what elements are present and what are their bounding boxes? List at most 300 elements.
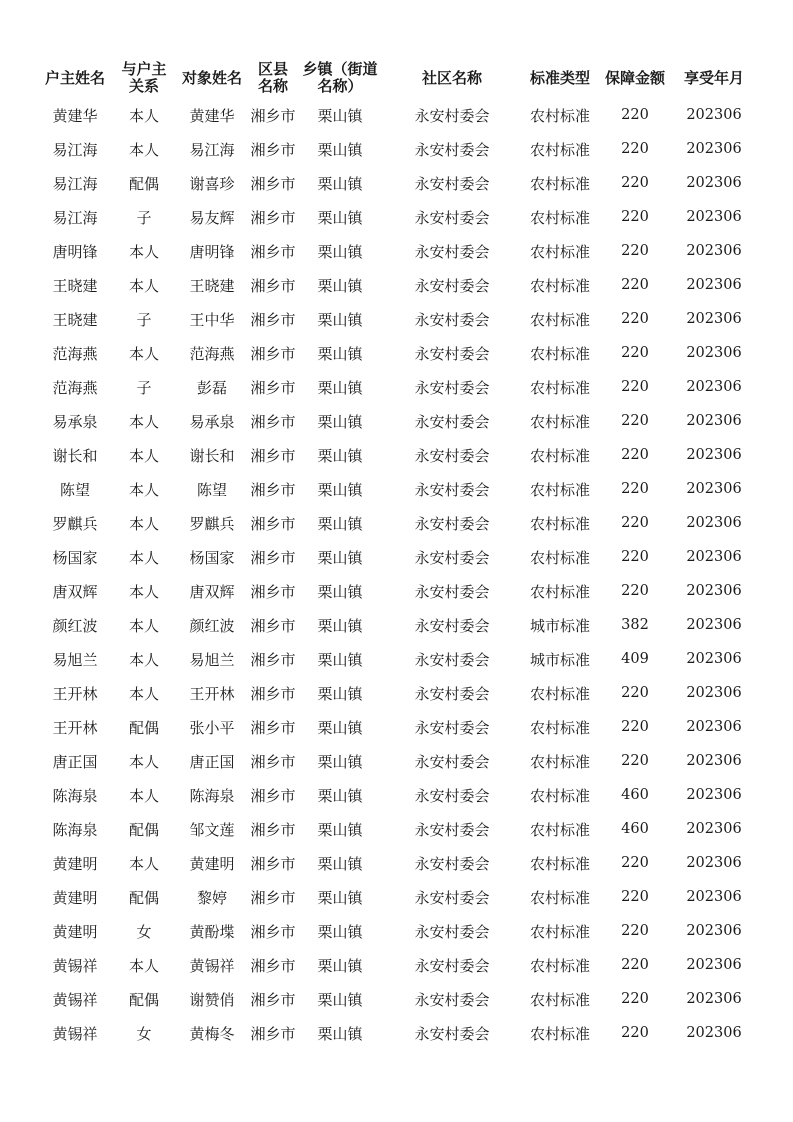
cell-recipient-name: 黎婷 — [196, 888, 227, 907]
table-row — [36, 1016, 758, 1050]
cell-benefit-amount: 220 — [621, 889, 649, 905]
table-row — [36, 234, 758, 268]
cell-recipient-name: 易旭兰 — [189, 650, 235, 669]
cell-community-name: 永安村委会 — [414, 276, 490, 295]
cell-town-name: 栗山镇 — [317, 140, 363, 159]
cell-householder-name: 王开林 — [52, 684, 98, 703]
column-header-line: 区县 — [257, 60, 288, 78]
cell-householder-name: 易江海 — [52, 174, 98, 193]
cell-relation-to-householder: 本人 — [128, 616, 159, 635]
cell-householder-name: 黄锡祥 — [52, 1024, 98, 1043]
cell-county-name: 湘乡市 — [250, 820, 296, 839]
cell-town-name: 栗山镇 — [317, 752, 363, 771]
cell-householder-name: 王开林 — [52, 718, 98, 737]
cell-relation-to-householder: 本人 — [128, 276, 159, 295]
cell-householder-name: 黄锡祥 — [52, 956, 98, 975]
cell-benefit-month: 202306 — [686, 413, 742, 429]
column-header-county-name — [250, 58, 296, 98]
cell-town-name: 栗山镇 — [317, 514, 363, 533]
cell-benefit-amount: 220 — [621, 175, 649, 191]
cell-community-name: 永安村委会 — [414, 480, 490, 499]
cell-standard-type: 农村标准 — [529, 990, 590, 1009]
cell-standard-type: 农村标准 — [529, 1024, 590, 1043]
cell-county-name: 湘乡市 — [250, 412, 296, 431]
cell-householder-name: 黄建华 — [52, 106, 98, 125]
cell-community-name: 永安村委会 — [414, 310, 490, 329]
cell-community-name: 永安村委会 — [414, 888, 490, 907]
cell-benefit-month: 202306 — [686, 753, 742, 769]
cell-standard-type: 农村标准 — [529, 242, 590, 261]
cell-standard-type: 农村标准 — [529, 548, 590, 567]
cell-benefit-month: 202306 — [686, 379, 742, 395]
cell-recipient-name: 杨国家 — [189, 548, 235, 567]
cell-community-name: 永安村委会 — [414, 786, 490, 805]
column-header-line: 户主姓名 — [44, 68, 105, 87]
cell-relation-to-householder: 本人 — [128, 140, 159, 159]
table-row — [36, 744, 758, 778]
cell-town-name: 栗山镇 — [317, 480, 363, 499]
cell-benefit-month: 202306 — [686, 311, 742, 327]
table-header — [36, 58, 758, 98]
cell-county-name: 湘乡市 — [250, 548, 296, 567]
cell-county-name: 湘乡市 — [250, 684, 296, 703]
cell-relation-to-householder: 配偶 — [128, 174, 159, 193]
table-row — [36, 302, 758, 336]
cell-benefit-amount: 220 — [621, 719, 649, 735]
cell-recipient-name: 易承泉 — [189, 412, 235, 431]
cell-benefit-month: 202306 — [686, 617, 742, 633]
cell-community-name: 永安村委会 — [414, 718, 490, 737]
column-header-line: 保障金额 — [604, 68, 665, 87]
cell-benefit-amount: 220 — [621, 515, 649, 531]
cell-benefit-month: 202306 — [686, 821, 742, 837]
cell-relation-to-householder: 本人 — [128, 480, 159, 499]
cell-recipient-name: 唐正国 — [189, 752, 235, 771]
cell-benefit-month: 202306 — [686, 243, 742, 259]
cell-county-name: 湘乡市 — [250, 752, 296, 771]
column-header-line: 与户主 — [121, 60, 167, 78]
cell-relation-to-householder: 子 — [136, 208, 152, 227]
cell-county-name: 湘乡市 — [250, 344, 296, 363]
column-header-householder-name — [36, 58, 114, 98]
cell-householder-name: 黄建明 — [52, 854, 98, 873]
cell-benefit-month: 202306 — [686, 277, 742, 293]
cell-benefit-month: 202306 — [686, 991, 742, 1007]
cell-householder-name: 王晓建 — [52, 276, 98, 295]
cell-community-name: 永安村委会 — [414, 174, 490, 193]
cell-county-name: 湘乡市 — [250, 990, 296, 1009]
cell-householder-name: 王晓建 — [52, 310, 98, 329]
cell-householder-name: 陈海泉 — [52, 786, 98, 805]
cell-relation-to-householder: 本人 — [128, 956, 159, 975]
cell-standard-type: 农村标准 — [529, 718, 590, 737]
cell-recipient-name: 黄酚堞 — [189, 922, 235, 941]
cell-benefit-amount: 220 — [621, 141, 649, 157]
cell-recipient-name: 易江海 — [189, 140, 235, 159]
cell-standard-type: 农村标准 — [529, 820, 590, 839]
cell-town-name: 栗山镇 — [317, 446, 363, 465]
cell-county-name: 湘乡市 — [250, 616, 296, 635]
cell-benefit-month: 202306 — [686, 549, 742, 565]
table-row — [36, 98, 758, 132]
cell-benefit-month: 202306 — [686, 107, 742, 123]
cell-benefit-month: 202306 — [686, 923, 742, 939]
cell-recipient-name: 谢长和 — [189, 446, 235, 465]
cell-standard-type: 农村标准 — [529, 310, 590, 329]
cell-benefit-month: 202306 — [686, 481, 742, 497]
cell-relation-to-householder: 配偶 — [128, 718, 159, 737]
cell-benefit-amount: 460 — [621, 821, 649, 837]
cell-town-name: 栗山镇 — [317, 718, 363, 737]
cell-town-name: 栗山镇 — [317, 344, 363, 363]
cell-standard-type: 农村标准 — [529, 888, 590, 907]
cell-community-name: 永安村委会 — [414, 854, 490, 873]
cell-county-name: 湘乡市 — [250, 786, 296, 805]
cell-householder-name: 唐双辉 — [52, 582, 98, 601]
cell-community-name: 永安村委会 — [414, 242, 490, 261]
cell-benefit-amount: 220 — [621, 753, 649, 769]
table-row — [36, 506, 758, 540]
cell-community-name: 永安村委会 — [414, 684, 490, 703]
cell-relation-to-householder: 本人 — [128, 412, 159, 431]
cell-county-name: 湘乡市 — [250, 276, 296, 295]
cell-householder-name: 易江海 — [52, 208, 98, 227]
table-row — [36, 200, 758, 234]
cell-town-name: 栗山镇 — [317, 582, 363, 601]
cell-recipient-name: 王晓建 — [189, 276, 235, 295]
cell-community-name: 永安村委会 — [414, 752, 490, 771]
table-row — [36, 166, 758, 200]
cell-county-name: 湘乡市 — [250, 106, 296, 125]
cell-standard-type: 农村标准 — [529, 786, 590, 805]
cell-relation-to-householder: 本人 — [128, 242, 159, 261]
column-header-line: 享受年月 — [683, 68, 744, 87]
header-row — [36, 58, 758, 98]
cell-town-name: 栗山镇 — [317, 820, 363, 839]
table-row — [36, 676, 758, 710]
column-header-standard-type — [520, 58, 600, 98]
table-row — [36, 438, 758, 472]
cell-householder-name: 黄建明 — [52, 888, 98, 907]
cell-householder-name: 易承泉 — [52, 412, 98, 431]
cell-town-name: 栗山镇 — [317, 922, 363, 941]
cell-county-name: 湘乡市 — [250, 650, 296, 669]
cell-benefit-month: 202306 — [686, 141, 742, 157]
cell-town-name: 栗山镇 — [317, 276, 363, 295]
column-header-relation-to-householder — [114, 58, 174, 98]
cell-town-name: 栗山镇 — [317, 548, 363, 567]
cell-benefit-amount: 220 — [621, 583, 649, 599]
cell-recipient-name: 黄建明 — [189, 854, 235, 873]
cell-county-name: 湘乡市 — [250, 140, 296, 159]
cell-recipient-name: 范海燕 — [189, 344, 235, 363]
cell-community-name: 永安村委会 — [414, 106, 490, 125]
cell-relation-to-householder: 本人 — [128, 514, 159, 533]
cell-county-name: 湘乡市 — [250, 582, 296, 601]
column-header-line: 标准类型 — [529, 68, 590, 87]
cell-relation-to-householder: 本人 — [128, 786, 159, 805]
cell-householder-name: 罗麒兵 — [52, 514, 98, 533]
cell-householder-name: 颜红波 — [52, 616, 98, 635]
cell-benefit-amount: 220 — [621, 107, 649, 123]
cell-town-name: 栗山镇 — [317, 888, 363, 907]
cell-county-name: 湘乡市 — [250, 242, 296, 261]
table-row — [36, 710, 758, 744]
table-row — [36, 472, 758, 506]
cell-benefit-amount: 220 — [621, 1025, 649, 1041]
table-body — [36, 98, 758, 1050]
cell-recipient-name: 谢喜珍 — [189, 174, 235, 193]
cell-recipient-name: 张小平 — [189, 718, 235, 737]
cell-recipient-name: 彭磊 — [196, 378, 227, 397]
cell-benefit-amount: 220 — [621, 447, 649, 463]
cell-recipient-name: 王中华 — [189, 310, 235, 329]
cell-householder-name: 谢长和 — [52, 446, 98, 465]
table-row — [36, 608, 758, 642]
cell-standard-type: 农村标准 — [529, 480, 590, 499]
cell-recipient-name: 谢赞俏 — [189, 990, 235, 1009]
cell-householder-name: 陈海泉 — [52, 820, 98, 839]
column-header-line: 对象姓名 — [181, 68, 242, 87]
cell-relation-to-householder: 本人 — [128, 854, 159, 873]
cell-relation-to-householder: 本人 — [128, 344, 159, 363]
cell-town-name: 栗山镇 — [317, 378, 363, 397]
cell-standard-type: 农村标准 — [529, 344, 590, 363]
cell-benefit-month: 202306 — [686, 1025, 742, 1041]
cell-benefit-month: 202306 — [686, 787, 742, 803]
cell-relation-to-householder: 本人 — [128, 582, 159, 601]
cell-town-name: 栗山镇 — [317, 650, 363, 669]
cell-benefit-amount: 220 — [621, 481, 649, 497]
cell-recipient-name: 黄锡祥 — [189, 956, 235, 975]
cell-town-name: 栗山镇 — [317, 786, 363, 805]
cell-relation-to-householder: 配偶 — [128, 820, 159, 839]
cell-relation-to-householder: 女 — [136, 922, 152, 941]
cell-householder-name: 范海燕 — [52, 344, 98, 363]
cell-relation-to-householder: 配偶 — [128, 888, 159, 907]
cell-householder-name: 唐正国 — [52, 752, 98, 771]
cell-benefit-month: 202306 — [686, 889, 742, 905]
table-row — [36, 982, 758, 1016]
cell-relation-to-householder: 子 — [136, 310, 152, 329]
cell-town-name: 栗山镇 — [317, 956, 363, 975]
table-row — [36, 778, 758, 812]
cell-relation-to-householder: 本人 — [128, 106, 159, 125]
cell-benefit-month: 202306 — [686, 515, 742, 531]
cell-community-name: 永安村委会 — [414, 650, 490, 669]
cell-benefit-amount: 460 — [621, 787, 649, 803]
cell-town-name: 栗山镇 — [317, 1024, 363, 1043]
cell-town-name: 栗山镇 — [317, 310, 363, 329]
cell-community-name: 永安村委会 — [414, 1024, 490, 1043]
cell-standard-type: 农村标准 — [529, 106, 590, 125]
cell-community-name: 永安村委会 — [414, 412, 490, 431]
cell-relation-to-householder: 子 — [136, 378, 152, 397]
column-header-line: 社区名称 — [421, 68, 482, 87]
cell-relation-to-householder: 配偶 — [128, 990, 159, 1009]
cell-town-name: 栗山镇 — [317, 616, 363, 635]
cell-standard-type: 农村标准 — [529, 956, 590, 975]
cell-standard-type: 农村标准 — [529, 412, 590, 431]
cell-community-name: 永安村委会 — [414, 820, 490, 839]
cell-standard-type: 农村标准 — [529, 276, 590, 295]
cell-standard-type: 农村标准 — [529, 174, 590, 193]
table-row — [36, 846, 758, 880]
cell-recipient-name: 唐双辉 — [189, 582, 235, 601]
cell-community-name: 永安村委会 — [414, 514, 490, 533]
cell-benefit-month: 202306 — [686, 447, 742, 463]
cell-county-name: 湘乡市 — [250, 174, 296, 193]
cell-benefit-month: 202306 — [686, 719, 742, 735]
cell-relation-to-householder: 女 — [136, 1024, 152, 1043]
cell-county-name: 湘乡市 — [250, 310, 296, 329]
column-header-recipient-name — [174, 58, 250, 98]
cell-county-name: 湘乡市 — [250, 514, 296, 533]
cell-recipient-name: 罗麒兵 — [189, 514, 235, 533]
cell-householder-name: 陈望 — [59, 480, 90, 499]
column-header-line: 乡镇（街道 — [302, 60, 378, 78]
cell-recipient-name: 王开林 — [189, 684, 235, 703]
cell-recipient-name: 黄建华 — [189, 106, 235, 125]
cell-standard-type: 农村标准 — [529, 514, 590, 533]
cell-relation-to-householder: 本人 — [128, 548, 159, 567]
cell-standard-type: 农村标准 — [529, 446, 590, 465]
column-header-line: 名称 — [257, 77, 288, 95]
cell-standard-type: 农村标准 — [529, 140, 590, 159]
cell-standard-type: 农村标准 — [529, 752, 590, 771]
table-row — [36, 574, 758, 608]
cell-standard-type: 农村标准 — [529, 582, 590, 601]
cell-householder-name: 易江海 — [52, 140, 98, 159]
cell-town-name: 栗山镇 — [317, 208, 363, 227]
cell-benefit-amount: 220 — [621, 243, 649, 259]
cell-community-name: 永安村委会 — [414, 378, 490, 397]
table-row — [36, 404, 758, 438]
cell-county-name: 湘乡市 — [250, 378, 296, 397]
cell-recipient-name: 颜红波 — [189, 616, 235, 635]
cell-town-name: 栗山镇 — [317, 174, 363, 193]
table-row — [36, 132, 758, 166]
cell-benefit-month: 202306 — [686, 345, 742, 361]
column-header-community-name — [384, 58, 520, 98]
assistance-table — [36, 58, 758, 1050]
cell-benefit-amount: 220 — [621, 923, 649, 939]
cell-county-name: 湘乡市 — [250, 922, 296, 941]
cell-benefit-amount: 220 — [621, 549, 649, 565]
cell-community-name: 永安村委会 — [414, 990, 490, 1009]
column-header-benefit-amount — [600, 58, 670, 98]
cell-benefit-amount: 220 — [621, 379, 649, 395]
cell-town-name: 栗山镇 — [317, 242, 363, 261]
cell-recipient-name: 陈海泉 — [189, 786, 235, 805]
table-row — [36, 336, 758, 370]
cell-standard-type: 农村标准 — [529, 208, 590, 227]
cell-recipient-name: 唐明锋 — [189, 242, 235, 261]
cell-relation-to-householder: 本人 — [128, 650, 159, 669]
cell-benefit-amount: 220 — [621, 855, 649, 871]
cell-benefit-amount: 220 — [621, 413, 649, 429]
cell-town-name: 栗山镇 — [317, 106, 363, 125]
cell-community-name: 永安村委会 — [414, 208, 490, 227]
cell-benefit-month: 202306 — [686, 651, 742, 667]
table-row — [36, 812, 758, 846]
cell-benefit-amount: 220 — [621, 277, 649, 293]
cell-town-name: 栗山镇 — [317, 412, 363, 431]
cell-recipient-name: 黄梅冬 — [189, 1024, 235, 1043]
cell-town-name: 栗山镇 — [317, 854, 363, 873]
cell-standard-type: 城市标准 — [529, 650, 590, 669]
cell-community-name: 永安村委会 — [414, 344, 490, 363]
cell-householder-name: 黄锡祥 — [52, 990, 98, 1009]
cell-recipient-name: 邹文莲 — [189, 820, 235, 839]
column-header-town-name — [296, 58, 384, 98]
table-row — [36, 914, 758, 948]
cell-householder-name: 黄建明 — [52, 922, 98, 941]
cell-standard-type: 农村标准 — [529, 854, 590, 873]
column-header-benefit-month — [670, 58, 758, 98]
cell-benefit-amount: 382 — [621, 617, 649, 633]
cell-benefit-month: 202306 — [686, 583, 742, 599]
cell-county-name: 湘乡市 — [250, 854, 296, 873]
cell-benefit-month: 202306 — [686, 855, 742, 871]
cell-benefit-amount: 220 — [621, 311, 649, 327]
cell-community-name: 永安村委会 — [414, 446, 490, 465]
cell-county-name: 湘乡市 — [250, 480, 296, 499]
cell-benefit-amount: 220 — [621, 957, 649, 973]
cell-community-name: 永安村委会 — [414, 582, 490, 601]
cell-standard-type: 农村标准 — [529, 922, 590, 941]
cell-recipient-name: 陈望 — [196, 480, 227, 499]
table-row — [36, 370, 758, 404]
cell-benefit-amount: 220 — [621, 345, 649, 361]
cell-county-name: 湘乡市 — [250, 446, 296, 465]
cell-benefit-amount: 220 — [621, 991, 649, 1007]
cell-county-name: 湘乡市 — [250, 718, 296, 737]
table-row — [36, 880, 758, 914]
cell-householder-name: 唐明锋 — [52, 242, 98, 261]
cell-community-name: 永安村委会 — [414, 140, 490, 159]
cell-county-name: 湘乡市 — [250, 956, 296, 975]
cell-county-name: 湘乡市 — [250, 1024, 296, 1043]
table-row — [36, 948, 758, 982]
cell-community-name: 永安村委会 — [414, 956, 490, 975]
cell-householder-name: 杨国家 — [52, 548, 98, 567]
column-header-line: 关系 — [128, 77, 159, 95]
table-row — [36, 540, 758, 574]
cell-benefit-month: 202306 — [686, 957, 742, 973]
cell-county-name: 湘乡市 — [250, 208, 296, 227]
cell-relation-to-householder: 本人 — [128, 752, 159, 771]
cell-householder-name: 易旭兰 — [52, 650, 98, 669]
cell-community-name: 永安村委会 — [414, 548, 490, 567]
cell-town-name: 栗山镇 — [317, 684, 363, 703]
cell-standard-type: 农村标准 — [529, 684, 590, 703]
cell-standard-type: 城市标准 — [529, 616, 590, 635]
table-row — [36, 642, 758, 676]
cell-benefit-amount: 220 — [621, 685, 649, 701]
cell-recipient-name: 易友辉 — [189, 208, 235, 227]
cell-benefit-amount: 409 — [621, 651, 649, 667]
cell-relation-to-householder: 本人 — [128, 684, 159, 703]
cell-householder-name: 范海燕 — [52, 378, 98, 397]
column-header-line: 名称） — [317, 77, 363, 95]
cell-benefit-month: 202306 — [686, 209, 742, 225]
cell-relation-to-householder: 本人 — [128, 446, 159, 465]
cell-county-name: 湘乡市 — [250, 888, 296, 907]
cell-community-name: 永安村委会 — [414, 922, 490, 941]
cell-standard-type: 农村标准 — [529, 378, 590, 397]
cell-community-name: 永安村委会 — [414, 616, 490, 635]
